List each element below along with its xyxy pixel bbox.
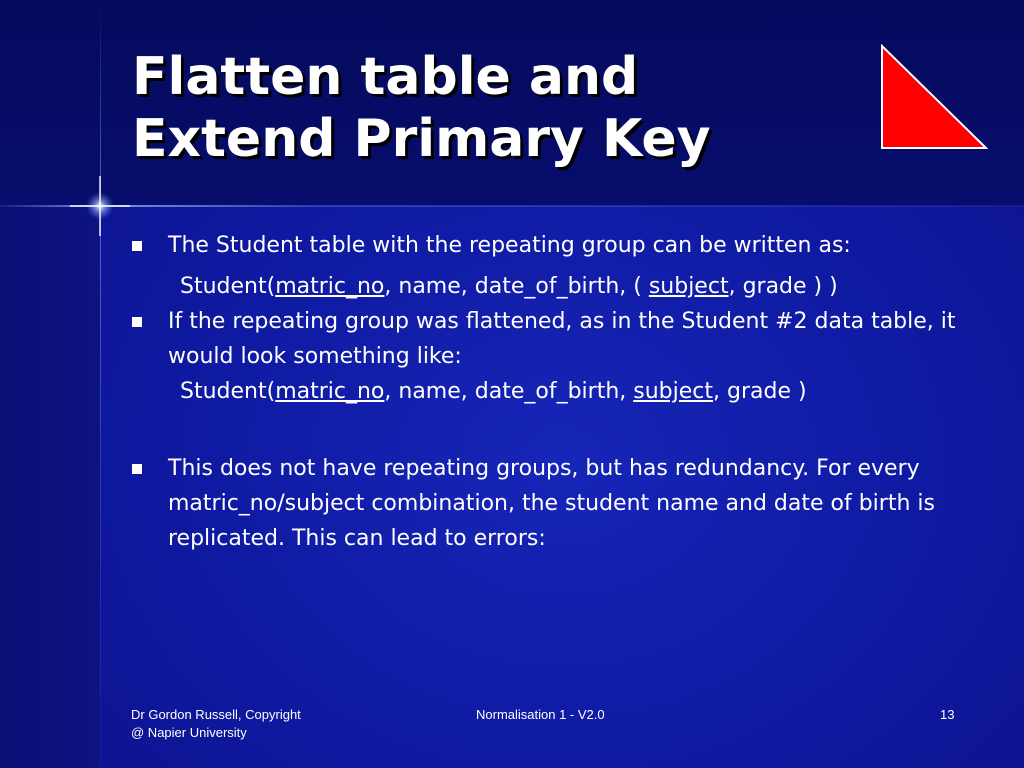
schema-text: , name, date_of_birth,	[384, 379, 634, 404]
primary-key-subject: subject	[648, 274, 729, 299]
footer-author	[131, 706, 301, 742]
schema-text: Student(	[180, 379, 276, 404]
bullet-square-icon	[132, 464, 142, 474]
bullet-item-2	[130, 304, 970, 374]
sparkle-icon	[70, 176, 130, 236]
horizontal-divider-line	[0, 205, 1024, 207]
red-triangle-icon	[880, 44, 988, 150]
vertical-divider-line	[100, 0, 101, 768]
schema-text: , grade )	[713, 379, 807, 404]
schema-text: , grade ) )	[728, 274, 838, 299]
left-band	[0, 206, 100, 768]
schema-text: , name, date_of_birth, (	[384, 274, 649, 299]
title-line-2: Extend Primary Key	[132, 109, 711, 169]
bullet-text: If the repeating group was flattened, as in the Student #2 data table, it would look something like:	[168, 309, 956, 369]
bullet-square-icon	[132, 317, 142, 327]
footer-author-line-1: Dr Gordon Russell, Copyright	[131, 707, 301, 722]
primary-key-matric-no: matric_no	[275, 379, 385, 404]
schema-text: Student(	[180, 274, 276, 299]
footer-title: Normalisation 1 - V2.0	[476, 707, 605, 722]
bullet-item-3	[130, 451, 970, 556]
primary-key-matric-no: matric_no	[275, 274, 385, 299]
slide-content	[130, 228, 970, 556]
bullet-item-1	[130, 228, 970, 263]
relation-schema-1	[130, 269, 970, 304]
spacer	[130, 409, 970, 451]
page-number: 13	[940, 707, 955, 722]
primary-key-subject: subject	[633, 379, 713, 404]
relation-schema-2	[130, 374, 970, 409]
bullet-text: This does not have repeating groups, but has redundancy. For every matric_no/subject combination, the student name and date of birth is replicated. This can lead to errors:	[168, 456, 935, 551]
bullet-square-icon	[132, 241, 142, 251]
bullet-text: The Student table with the repeating group can be written as:	[168, 233, 851, 258]
page-title	[132, 46, 832, 170]
title-line-1: Flatten table and	[132, 47, 639, 107]
footer-author-line-2: @ Napier University	[131, 725, 247, 740]
